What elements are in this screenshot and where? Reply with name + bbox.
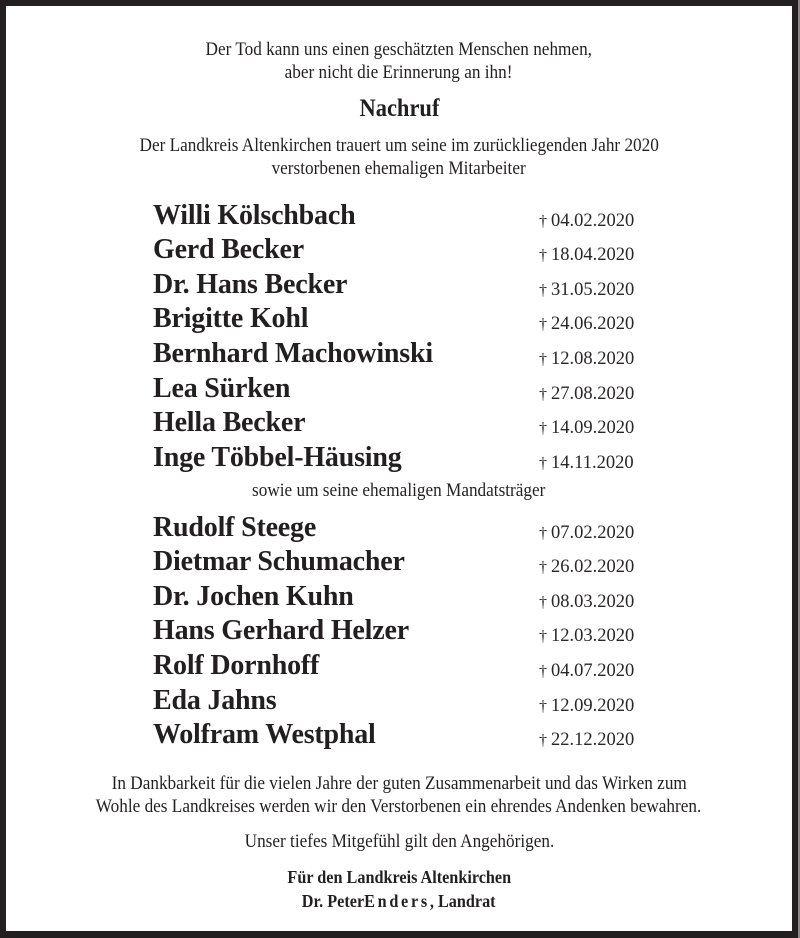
death-date-text: 14.09.2020 (551, 418, 635, 439)
dagger-icon: † (539, 281, 547, 299)
deceased-name: Dr. Jochen Kuhn (153, 580, 354, 612)
death-date (539, 590, 634, 615)
dagger-icon: † (539, 316, 547, 334)
dagger-icon: † (539, 247, 547, 265)
signature-suffix: , Landrat (430, 891, 496, 911)
obituary-row (153, 198, 653, 233)
dagger-icon: † (539, 350, 547, 368)
condolence-line (6, 831, 792, 854)
employee-list (153, 198, 653, 475)
signature-surname: Enders (364, 891, 431, 911)
dagger-icon: † (539, 420, 547, 438)
obituary-row (153, 718, 653, 753)
death-date (539, 694, 634, 719)
death-date-text: 18.04.2020 (551, 245, 635, 266)
death-date (539, 312, 634, 337)
dagger-icon: † (539, 212, 547, 230)
death-date-text: 14.11.2020 (551, 452, 634, 473)
motto-text-2: aber nicht die Erinnerung an ihn! (285, 63, 513, 83)
deceased-name: Brigitte Kohl (153, 303, 309, 335)
death-date (539, 555, 634, 580)
death-date-text: 31.05.2020 (551, 279, 635, 300)
deceased-name: Dr. Hans Becker (153, 268, 348, 300)
deceased-name: Rolf Dornhoff (153, 649, 320, 681)
deceased-name: Wolfram Westphal (153, 719, 376, 751)
closing-text-2: Wohle des Landkreises werden wir den Verstorbenen ein ehrendes Andenken bewahren. (96, 797, 702, 817)
death-date (539, 451, 634, 476)
death-date-text: 08.03.2020 (551, 591, 635, 612)
deceased-name: Eda Jahns (153, 684, 277, 716)
officials-list (153, 510, 653, 752)
motto-text-1: Der Tod kann uns einen geschätzten Menschen nehmen, (205, 40, 593, 60)
obituary-row (153, 302, 653, 337)
dagger-icon: † (539, 593, 547, 611)
condolence-text: Unser tiefes Mitgefühl gilt den Angehörigen. (244, 832, 554, 852)
obituary-content (6, 6, 792, 931)
signature-line-2 (6, 889, 792, 913)
deceased-name: Hans Gerhard Helzer (153, 615, 409, 647)
death-date-text: 04.07.2020 (551, 660, 635, 681)
death-date-text: 12.09.2020 (551, 695, 635, 716)
separator-text: sowie um seine ehemaligen Mandatsträger (252, 481, 546, 501)
dagger-icon: † (539, 628, 547, 646)
deceased-name: Inge Többel-Häusing (153, 441, 402, 473)
death-date-text: 07.02.2020 (551, 522, 635, 543)
deceased-name: Dietmar Schumacher (153, 546, 405, 578)
dagger-icon: † (539, 385, 547, 403)
death-date (539, 243, 634, 268)
obituary-row (153, 336, 653, 371)
obituary-row (153, 440, 653, 475)
dagger-icon: † (539, 732, 547, 750)
dagger-icon: † (539, 559, 547, 577)
title (6, 94, 792, 124)
death-date (539, 209, 634, 234)
deceased-name: Gerd Becker (153, 234, 304, 266)
title-text: Nachruf (358, 95, 439, 122)
death-date-text: 26.02.2020 (551, 557, 635, 578)
deceased-name: Hella Becker (153, 407, 306, 439)
obituary-row (153, 614, 653, 649)
signature-person (302, 889, 496, 913)
death-date (539, 521, 634, 546)
obituary-row (153, 579, 653, 614)
death-date (539, 728, 634, 753)
obituary-row (153, 233, 653, 268)
separator-line (6, 480, 792, 503)
signature-line-1 (6, 865, 792, 889)
death-date (539, 416, 634, 441)
deceased-name: Lea Sürken (153, 372, 291, 404)
death-date-text: 04.02.2020 (551, 210, 635, 231)
death-date (539, 382, 634, 407)
dagger-icon: † (539, 662, 547, 680)
death-date-text: 12.08.2020 (551, 348, 635, 369)
signature-prefix: Dr. Peter (302, 891, 365, 911)
deceased-name: Bernhard Machowinski (153, 337, 433, 369)
intro-line-1 (6, 135, 792, 158)
obituary-row (153, 683, 653, 718)
signature-org: Für den Landkreis Altenkirchen (287, 867, 511, 887)
dagger-icon: † (539, 454, 547, 472)
deceased-name: Willi Kölschbach (153, 199, 356, 231)
intro-line-2 (6, 158, 792, 181)
obituary-row (153, 267, 653, 302)
closing-text-1: In Dankbarkeit für die vielen Jahre der guten Zusammenarbeit und das Wirken zum (111, 774, 687, 794)
obituary-row (153, 510, 653, 545)
dagger-icon: † (539, 697, 547, 715)
death-date-text: 24.06.2020 (551, 314, 635, 335)
death-date (539, 659, 634, 684)
death-date-text: 12.03.2020 (551, 626, 635, 647)
motto-line-2 (6, 62, 792, 85)
obituary-row (153, 648, 653, 683)
death-date (539, 347, 634, 372)
death-date-text: 27.08.2020 (551, 383, 635, 404)
death-date (539, 278, 634, 303)
closing-line-2 (6, 796, 792, 819)
dagger-icon: † (539, 524, 547, 542)
obituary-row (153, 545, 653, 580)
intro-text-2: verstorbenen ehemaligen Mitarbeiter (271, 159, 527, 179)
closing-line-1 (6, 773, 792, 796)
intro-text-1: Der Landkreis Altenkirchen trauert um seine im zurückliegenden Jahr 2020 (139, 136, 659, 156)
death-date-text: 22.12.2020 (551, 730, 635, 751)
obituary-row (153, 371, 653, 406)
deceased-name: Rudolf Steege (153, 511, 317, 543)
motto-line-1 (6, 39, 792, 62)
obituary-row (153, 406, 653, 441)
death-date (539, 624, 634, 649)
